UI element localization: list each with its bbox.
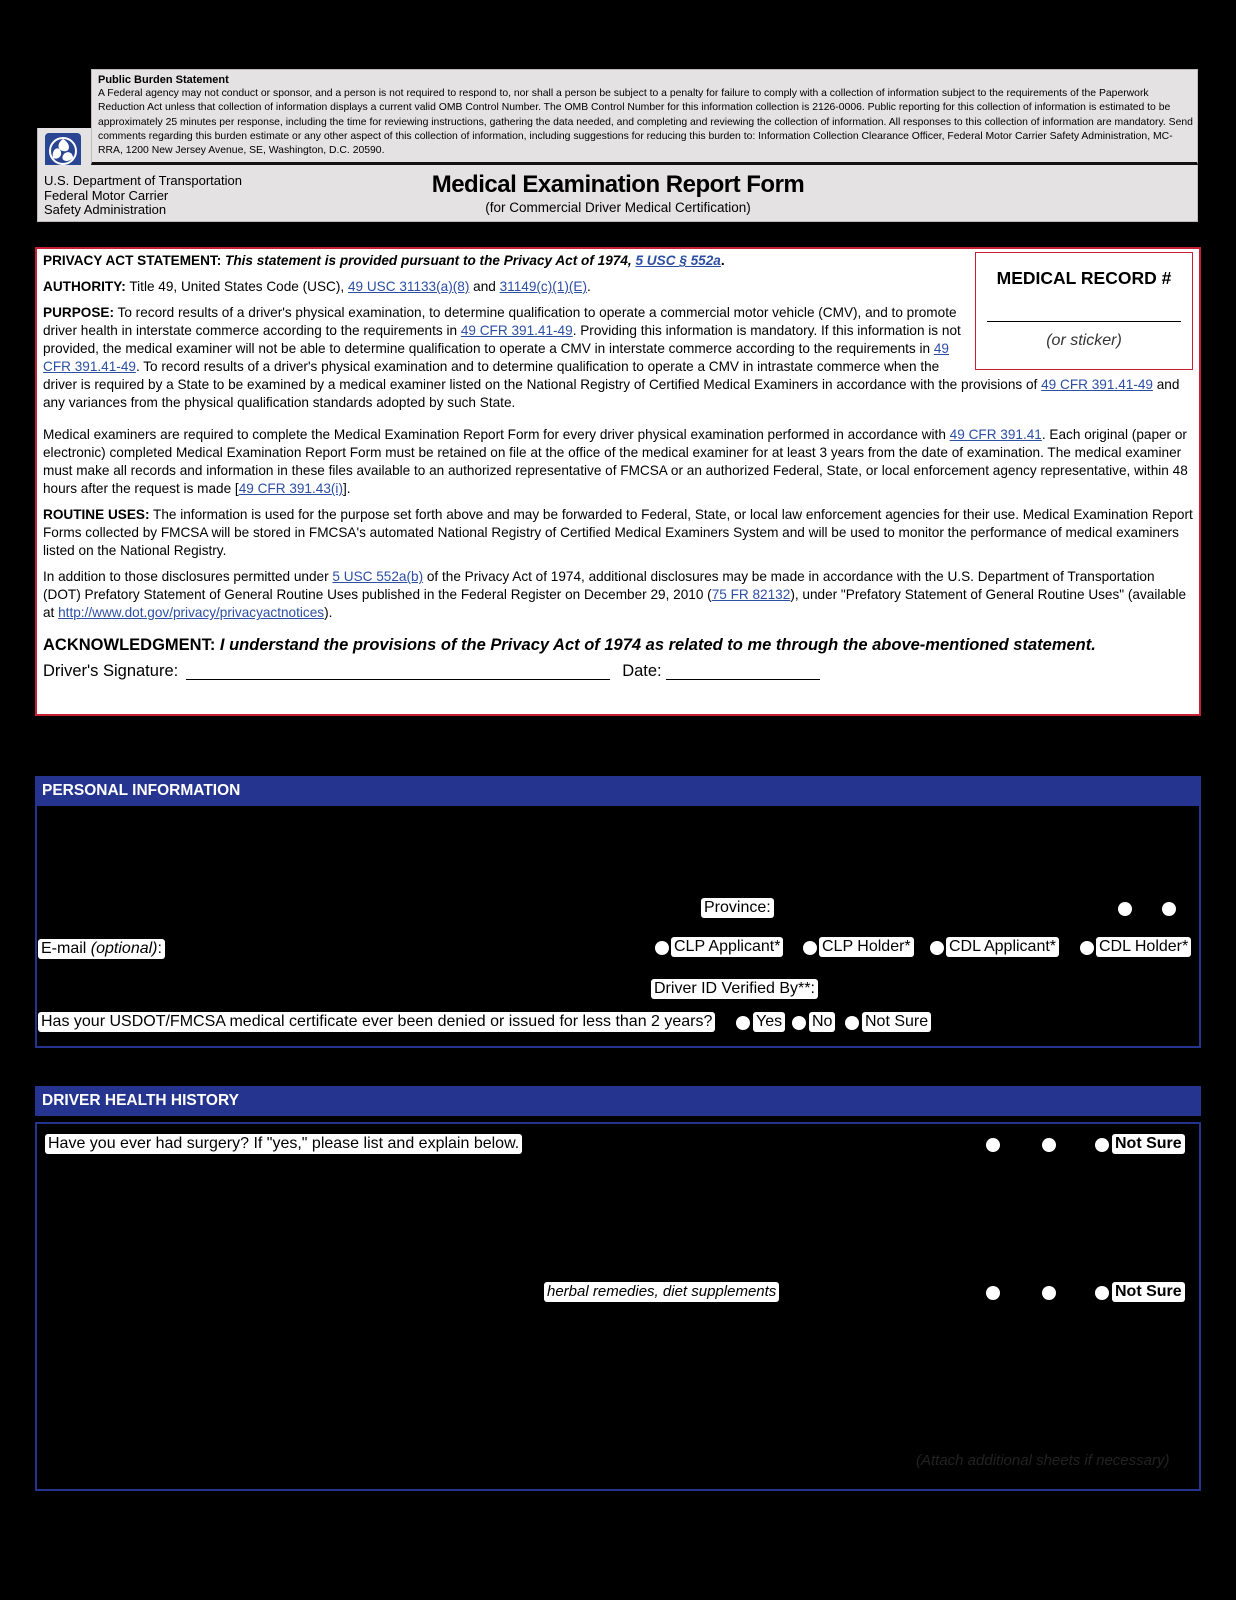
- dept-line-3: Safety Administration: [44, 202, 167, 217]
- public-burden-statement: [91, 69, 1198, 165]
- authority-link-1[interactable]: 49 USC 31133(a)(8): [347, 279, 470, 294]
- addition-link-1[interactable]: 5 USC 552a(b): [332, 569, 424, 584]
- attach-sheets-note: (Attach additional sheets if necessary): [916, 1452, 1170, 1469]
- surgery-question: Have you ever had surgery? If "yes," please list and explain below.: [45, 1134, 522, 1154]
- additional-disclosures-paragraph: [43, 568, 1193, 622]
- date-field[interactable]: [666, 664, 820, 680]
- examiners-link-2[interactable]: 49 CFR 391.43(i): [238, 481, 343, 496]
- dept-line-2: Federal Motor Carrier: [44, 187, 169, 203]
- radio-surgery-yes[interactable]: [986, 1138, 1000, 1152]
- dot-logo-icon: [45, 133, 81, 169]
- label-clp-holder: CLP Holder*: [819, 937, 914, 957]
- signature-label: Driver's Signature:: [43, 662, 179, 680]
- burden-title: Public Burden Statement: [98, 74, 229, 86]
- routine-text: The information is used for the purpose set forth above and may be forwarded to Federal, State, or local law enforcement agencies for their use. Medical Examination Report Forms collected by FMCSA will be stored in FMCSA's automated National Registry of Certified Medical Examiners System and will be used to monitor the performance of medical examiners listed on the National Registry.: [43, 507, 1193, 558]
- addition-text-2: of the Privacy Act of 1974, additional disclosures may be made in accordance with the U.S. Department of Transportation (DOT) Prefatory Statement of General Routine Uses published in the Federal Register on December 29, 2010 (: [43, 569, 1155, 602]
- purpose-link-3[interactable]: 49 CFR 391.41-49: [1041, 377, 1153, 392]
- signature-row: [43, 662, 1193, 680]
- dept-line-1: U.S. Department of Transportation: [44, 173, 242, 188]
- ack-label: ACKNOWLEDGMENT:: [43, 636, 216, 654]
- radio-denied-not-sure[interactable]: [845, 1016, 859, 1030]
- label-denied-yes: Yes: [753, 1012, 785, 1032]
- authority-label: AUTHORITY:: [43, 279, 126, 294]
- pas-label: PRIVACY ACT STATEMENT:: [43, 253, 222, 268]
- authority-paragraph: AUTHORITY: Title 49, United States Code (USC), 49 USC 31133(a)(8) and 31149(c)(1)(E).: [43, 279, 591, 294]
- pas-link[interactable]: 5 USC § 552a: [635, 253, 721, 268]
- radio-medications-not-sure[interactable]: [1095, 1286, 1109, 1300]
- routine-uses-paragraph: [43, 506, 1193, 560]
- addition-link-2[interactable]: 75 FR 82132: [711, 587, 791, 602]
- purpose-link-1[interactable]: 49 CFR 391.41-49: [460, 323, 573, 338]
- radio-clp-applicant[interactable]: [655, 941, 669, 955]
- form-title: Medical Examination Report Form: [431, 171, 805, 198]
- medical-record-box: [975, 252, 1193, 370]
- purpose-text-1: To record results of a driver's physical examination, to determine qualification to operate a commercial motor vehicle (CMV), and to promote driver health in interstate commerce according to the requirements in: [43, 305, 957, 338]
- herbal-remedies-text: herbal remedies, diet supplements: [544, 1282, 779, 1302]
- signature-field[interactable]: [186, 664, 610, 680]
- medical-record-title: MEDICAL RECORD #: [996, 268, 1172, 288]
- authority-text: Title 49, United States Code (USC),: [129, 279, 345, 294]
- privacy-act-statement: PRIVACY ACT STATEMENT: This statement is provided pursuant to the Privacy Act of 1974, 5 USC § 552a.: [43, 253, 725, 268]
- radio-medications-no[interactable]: [1042, 1286, 1056, 1300]
- purpose-text-4: and any variances from the physical qualification standards adopted by such State.: [43, 377, 1180, 410]
- medical-record-line[interactable]: [987, 321, 1181, 322]
- medical-record-sticker: (or sticker): [1046, 332, 1122, 349]
- label-clp-applicant: CLP Applicant*: [671, 937, 783, 957]
- label-denied-no: No: [809, 1012, 835, 1032]
- purpose-link-2[interactable]: 49 CFR 391.41-49: [43, 341, 949, 374]
- routine-label: ROUTINE USES:: [43, 507, 150, 522]
- label-cdl-holder: CDL Holder*: [1096, 937, 1191, 957]
- radio-cdl-holder[interactable]: [1080, 941, 1094, 955]
- authority-and: and: [473, 279, 496, 294]
- radio-surgery-no[interactable]: [1042, 1138, 1056, 1152]
- addition-text-3: ), under "Prefatory Statement of General Routine Uses" (available at: [43, 587, 1187, 620]
- radio-surgery-not-sure[interactable]: [1095, 1138, 1109, 1152]
- radio-cdl-applicant[interactable]: [930, 941, 944, 955]
- examiners-link-1[interactable]: 49 CFR 391.41: [949, 427, 1042, 442]
- date-label: Date:: [622, 662, 662, 680]
- radio-medications-yes[interactable]: [986, 1286, 1000, 1300]
- label-cdl-applicant: CDL Applicant*: [946, 937, 1059, 957]
- examiners-text-1: Medical examiners are required to complete the Medical Examination Report Form for every driver physical examination performed in accordance with: [43, 427, 946, 442]
- examiners-text-2: . Each original (paper or electronic) completed Medical Examination Report Form must be retained on file at the office of the medical examiner for at least 3 years from the date of examination. The medical examiner must make all records and information in these files available to an authorized representative of FMCSA or an authorized Federal, State, or local enforcement agency representative, within 48 hours after the request is made [: [43, 427, 1188, 496]
- label-surgery-not-sure: Not Sure: [1112, 1134, 1185, 1154]
- addition-link-3[interactable]: http://www.dot.gov/privacy/privacyactnotices: [58, 605, 325, 620]
- acknowledgment: [43, 636, 1193, 654]
- radio-unlabeled-2[interactable]: [1162, 902, 1176, 916]
- email-label: E-mail (optional):: [38, 939, 165, 959]
- label-denied-not-sure: Not Sure: [862, 1012, 931, 1032]
- label-medications-not-sure: Not Sure: [1112, 1282, 1185, 1302]
- radio-unlabeled-1[interactable]: [1118, 902, 1132, 916]
- addition-text-1: In addition to those disclosures permitted under: [43, 569, 329, 584]
- radio-denied-yes[interactable]: [736, 1016, 750, 1030]
- driver-id-verified-label: Driver ID Verified By**:: [651, 979, 818, 999]
- authority-link-2[interactable]: 31149(c)(1)(E): [499, 279, 587, 294]
- province-label: Province:: [701, 898, 774, 918]
- privacy-act-box: [35, 247, 1201, 716]
- purpose-label: PURPOSE:: [43, 305, 115, 320]
- driver-health-history-section: [35, 1122, 1201, 1491]
- purpose-text-3: . To record results of a driver's physical examination and to determine qualification to operate a CMV in intrastate commerce when the driver is required by a State to be examined by a medical examiner listed on the National Registry of Certified Medical Examiners in accordance with the provisions of: [43, 359, 1038, 392]
- ack-text: I understand the provisions of the Privacy Act of 1974 as related to me through the above-mentioned statement.: [219, 636, 1096, 654]
- pas-text: This statement is provided pursuant to the Privacy Act of 1974,: [225, 253, 632, 268]
- driver-health-history-header: DRIVER HEALTH HISTORY: [35, 1086, 1201, 1116]
- addition-text-4: ).: [324, 605, 333, 620]
- personal-information-header: PERSONAL INFORMATION: [35, 776, 1201, 806]
- burden-text: A Federal agency may not conduct or sponsor, and a person is not required to respond to, nor shall a person be subject to a penalty for failure to comply with a collection of information subject to the requirements of the Paperwork Reduction Act unless that collection of information displays a current valid OMB Control Number. The OMB Control Number for this information collection is 2126-0006. Public reporting for this collection of information is estimated to be approximately 25 minutes per response, including the time for reviewing instructions, gathering the data needed, and completing and reviewing the collection of information. All responses to this collection of information are mandatory. Send comments regarding this burden estimate or any other aspect of this collection of information, including suggestions for reducing this burden to: Information Collection Clearance Officer, Federal Motor Carrier Safety Administration, MC-RRA, 1200 New Jersey Avenue, SE, Washington, D.C. 20590.: [98, 88, 1193, 157]
- certificate-denied-question: Has your USDOT/FMCSA medical certificate ever been denied or issued for less than 2 years?: [38, 1012, 715, 1032]
- purpose-text-2: . Providing this information is mandatory. If this information is not provided, the medical examiner will not be able to determine qualification to operate a CMV in interstate commerce according to the requirements in: [43, 323, 961, 356]
- examiners-text-3: ].: [342, 481, 351, 496]
- form-subtitle: (for Commercial Driver Medical Certification): [485, 200, 751, 215]
- examiners-paragraph: [43, 426, 1193, 498]
- radio-denied-no[interactable]: [792, 1016, 806, 1030]
- radio-clp-holder[interactable]: [803, 941, 817, 955]
